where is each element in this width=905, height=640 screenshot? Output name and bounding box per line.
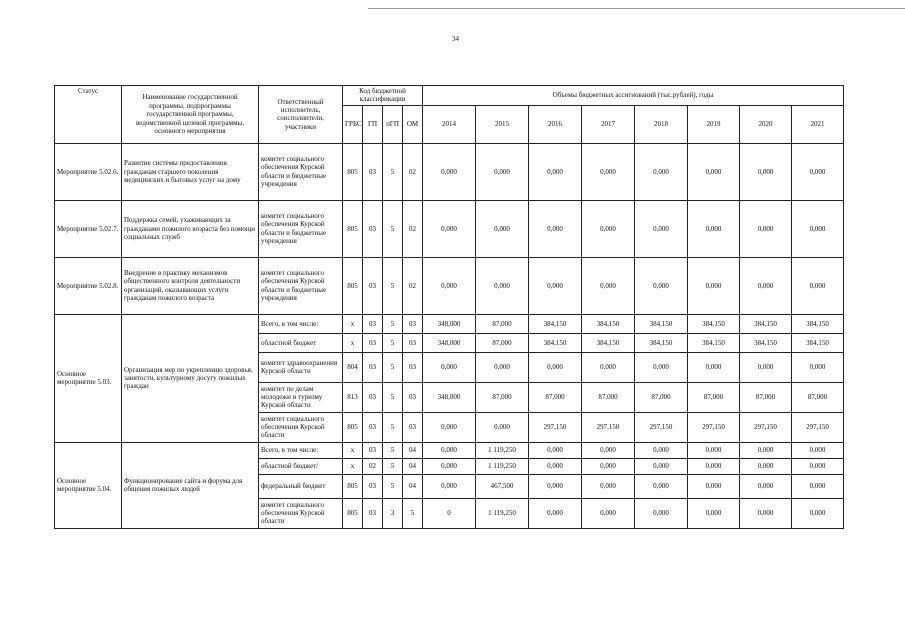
value-cell: 0,000 [635, 200, 688, 257]
code-cell: 03 [403, 382, 423, 412]
value-cell: 0,000 [582, 474, 635, 498]
code-cell: х [343, 458, 363, 474]
status-cell: Мероприятие 5.02.6. [55, 143, 122, 200]
value-cell: 0,000 [792, 352, 844, 382]
value-cell: 0,000 [792, 458, 844, 474]
code-cell: 03 [403, 352, 423, 382]
code-cell: 03 [363, 352, 383, 382]
header-code-group: Код бюджетной классификации [343, 86, 423, 106]
table-row [55, 200, 844, 257]
value-cell: 0 [423, 498, 476, 528]
code-cell: 5 [383, 200, 403, 257]
code-cell: 03 [363, 314, 383, 333]
value-cell: 0,000 [792, 143, 844, 200]
executor-cell: комитет по делам молодежи и туризму Курской области [259, 382, 343, 412]
value-cell: 0,000 [635, 442, 688, 458]
value-cell: 0,000 [740, 442, 792, 458]
code-cell: 03 [403, 333, 423, 352]
value-cell: 348,000 [423, 382, 476, 412]
value-cell: 87,000 [476, 314, 529, 333]
code-cell: 02 [363, 458, 383, 474]
value-cell: 0,000 [423, 257, 476, 314]
value-cell: 0,000 [792, 498, 844, 528]
value-cell: 0,000 [688, 474, 740, 498]
value-cell: 0,000 [740, 257, 792, 314]
value-cell: 0,000 [635, 458, 688, 474]
value-cell: 0,000 [476, 352, 529, 382]
value-cell: 0,000 [423, 442, 476, 458]
header-code-col: ГП [363, 105, 383, 143]
code-cell: 03 [403, 412, 423, 442]
status-cell: Основное мероприятие 5.03. [55, 314, 122, 442]
value-cell: 87,000 [476, 382, 529, 412]
value-cell: 0,000 [792, 474, 844, 498]
code-cell: 5 [383, 382, 403, 412]
code-cell: 03 [403, 314, 423, 333]
value-cell: 0,000 [529, 442, 582, 458]
code-cell: 5 [383, 352, 403, 382]
value-cell: 384,150 [688, 333, 740, 352]
value-cell: 297,150 [740, 412, 792, 442]
value-cell: 384,150 [582, 314, 635, 333]
value-cell: 0,000 [529, 143, 582, 200]
code-cell: х [343, 314, 363, 333]
value-cell: 1 119,250 [476, 442, 529, 458]
code-cell: 813 [343, 382, 363, 412]
code-cell: 5 [403, 498, 423, 528]
value-cell: 0,000 [476, 412, 529, 442]
value-cell: 0,000 [688, 143, 740, 200]
value-cell: 0,000 [792, 200, 844, 257]
code-cell: 5 [383, 412, 403, 442]
code-cell: 5 [383, 143, 403, 200]
value-cell: 0,000 [423, 474, 476, 498]
value-cell: 297,150 [792, 412, 844, 442]
value-cell: 0,000 [688, 200, 740, 257]
executor-cell: комитет социального обеспечения Курской области и бюджетные учреждения [259, 200, 343, 257]
top-rule [368, 8, 905, 9]
table-row [55, 143, 844, 200]
code-cell: 805 [343, 474, 363, 498]
executor-cell: комитет социального обеспечения Курской области [259, 412, 343, 442]
value-cell: 348,000 [423, 314, 476, 333]
value-cell: 0,000 [423, 200, 476, 257]
value-cell: 297,150 [529, 412, 582, 442]
code-cell: 805 [343, 412, 363, 442]
executor-cell: комитет социального обеспечения Курской области и бюджетные учреждения [259, 257, 343, 314]
executor-cell: Всего, в том числе: [259, 314, 343, 333]
value-cell: 0,000 [423, 412, 476, 442]
value-cell: 384,150 [688, 314, 740, 333]
value-cell: 0,000 [582, 200, 635, 257]
code-cell: 03 [363, 143, 383, 200]
code-cell: 03 [363, 333, 383, 352]
value-cell: 87,000 [529, 382, 582, 412]
value-cell: 384,150 [529, 314, 582, 333]
table-row [55, 257, 844, 314]
header-year: 2016 [529, 105, 582, 143]
value-cell: 0,000 [529, 474, 582, 498]
status-cell: Мероприятие 5.02.7. [55, 200, 122, 257]
header-code-col: ОМ [403, 105, 423, 143]
page-number: 34 [452, 35, 459, 43]
code-cell: 5 [383, 458, 403, 474]
code-cell: 03 [363, 200, 383, 257]
code-cell: 03 [363, 442, 383, 458]
value-cell: 384,150 [792, 333, 844, 352]
value-cell: 0,000 [529, 200, 582, 257]
value-cell: 0,000 [582, 257, 635, 314]
value-cell: 87,000 [635, 382, 688, 412]
value-cell: 0,000 [582, 442, 635, 458]
value-cell: 384,150 [792, 314, 844, 333]
value-cell: 348,000 [423, 333, 476, 352]
executor-cell: областной бюджет/ [259, 458, 343, 474]
table-row [55, 442, 844, 458]
code-cell: 02 [403, 257, 423, 314]
value-cell: 1 119,250 [476, 458, 529, 474]
value-cell: 0,000 [635, 352, 688, 382]
value-cell: 0,000 [740, 352, 792, 382]
value-cell: 0,000 [688, 257, 740, 314]
value-cell: 297,150 [635, 412, 688, 442]
executor-cell: комитет социального обеспечения Курской области и бюджетные учреждения [259, 143, 343, 200]
code-cell: 805 [343, 143, 363, 200]
code-cell: 03 [363, 412, 383, 442]
value-cell: 297,150 [688, 412, 740, 442]
value-cell: 0,000 [740, 143, 792, 200]
code-cell: 03 [363, 257, 383, 314]
value-cell: 87,000 [740, 382, 792, 412]
code-cell: 04 [403, 474, 423, 498]
code-cell: 03 [363, 498, 383, 528]
code-cell: 5 [383, 333, 403, 352]
code-cell: 03 [363, 474, 383, 498]
header-code-col: ГРБС [343, 105, 363, 143]
code-cell: 805 [343, 257, 363, 314]
value-cell: 0,000 [529, 352, 582, 382]
header-code-col: пГП [383, 105, 403, 143]
value-cell: 384,150 [740, 333, 792, 352]
value-cell: 1 119,250 [476, 498, 529, 528]
value-cell: 0,000 [582, 458, 635, 474]
value-cell: 87,000 [476, 333, 529, 352]
value-cell: 0,000 [476, 257, 529, 314]
code-cell: 5 [383, 474, 403, 498]
value-cell: 0,000 [688, 498, 740, 528]
value-cell: 0,000 [635, 474, 688, 498]
value-cell: 0,000 [792, 257, 844, 314]
status-cell: Основное мероприятие 5.04. [55, 442, 122, 528]
name-cell: Развитие системы предоставления гражданам старшего поколения медицинских и бытовых услуг на дому [122, 143, 259, 200]
code-cell: 804 [343, 352, 363, 382]
value-cell: 0,000 [635, 257, 688, 314]
budget-table [54, 85, 844, 529]
table-body [55, 143, 844, 528]
executor-cell: областной бюджет [259, 333, 343, 352]
value-cell: 0,000 [423, 143, 476, 200]
header-volume-group: Объемы бюджетных ассигнований (тыс.рублей), годы [423, 86, 844, 106]
header-year: 2017 [582, 105, 635, 143]
value-cell: 0,000 [740, 200, 792, 257]
value-cell: 0,000 [792, 442, 844, 458]
value-cell: 384,150 [635, 333, 688, 352]
value-cell: 0,000 [529, 458, 582, 474]
header-status: Статус [55, 86, 122, 144]
value-cell: 0,000 [635, 498, 688, 528]
value-cell: 87,000 [688, 382, 740, 412]
name-cell: Функционирование сайта и форума для общения пожилых людей [122, 442, 259, 528]
header-year: 2020 [740, 105, 792, 143]
code-cell: 04 [403, 458, 423, 474]
value-cell: 0,000 [423, 458, 476, 474]
value-cell: 87,000 [792, 382, 844, 412]
value-cell: 0,000 [740, 474, 792, 498]
value-cell: 0,000 [582, 498, 635, 528]
header-year: 2014 [423, 105, 476, 143]
value-cell: 0,000 [688, 352, 740, 382]
value-cell: 384,150 [582, 333, 635, 352]
value-cell: 87,000 [582, 382, 635, 412]
header-year: 2015 [476, 105, 529, 143]
value-cell: 0,000 [423, 352, 476, 382]
name-cell: Поддержка семей, ухаживающих за гражданами пожилого возраста без помощи социальных служб [122, 200, 259, 257]
name-cell: Организация мер по укреплению здоровья, занятости, культурному досугу пожилых граждан [122, 314, 259, 442]
value-cell: 0,000 [476, 200, 529, 257]
code-cell: 04 [403, 442, 423, 458]
value-cell: 0,000 [582, 143, 635, 200]
value-cell: 0,000 [476, 143, 529, 200]
value-cell: 0,000 [740, 498, 792, 528]
code-cell: 03 [363, 382, 383, 412]
value-cell: 0,000 [529, 257, 582, 314]
value-cell: 0,000 [688, 458, 740, 474]
code-cell: х [343, 442, 363, 458]
code-cell: х [343, 333, 363, 352]
value-cell: 0,000 [688, 442, 740, 458]
executor-cell: Всего, в том числе: [259, 442, 343, 458]
code-cell: 02 [403, 200, 423, 257]
code-cell: 5 [383, 442, 403, 458]
code-cell: 805 [343, 498, 363, 528]
value-cell: 0,000 [529, 498, 582, 528]
status-cell: Мероприятие 5.02.8. [55, 257, 122, 314]
header-year: 2019 [688, 105, 740, 143]
value-cell: 384,150 [635, 314, 688, 333]
code-cell: 5 [383, 314, 403, 333]
name-cell: Внедрение в практику механизмов общественного контроля деятельности организаций, оказывающих услуги гражданам пожилого возраста [122, 257, 259, 314]
value-cell: 0,000 [740, 458, 792, 474]
table-row [55, 314, 844, 333]
header-name: Наименование государственной программы, подпрограммы государственной программы, ведомственной целевой программы, основного мероприятия [122, 86, 259, 144]
executor-cell: комитет здравоохранения Курской области [259, 352, 343, 382]
value-cell: 384,150 [740, 314, 792, 333]
header-year: 2018 [635, 105, 688, 143]
value-cell: 467,500 [476, 474, 529, 498]
value-cell: 0,000 [635, 143, 688, 200]
header-year: 2021 [792, 105, 844, 143]
executor-cell: федеральный бюджет [259, 474, 343, 498]
value-cell: 0,000 [582, 352, 635, 382]
value-cell: 384,150 [529, 333, 582, 352]
code-cell: 5 [383, 257, 403, 314]
executor-cell: комитет социального обеспечения Курской области [259, 498, 343, 528]
code-cell: 02 [403, 143, 423, 200]
value-cell: 297,150 [582, 412, 635, 442]
code-cell: 3 [383, 498, 403, 528]
header-executor: Ответственный исполнитель, соисполнители, участники [259, 86, 343, 144]
code-cell: 805 [343, 200, 363, 257]
